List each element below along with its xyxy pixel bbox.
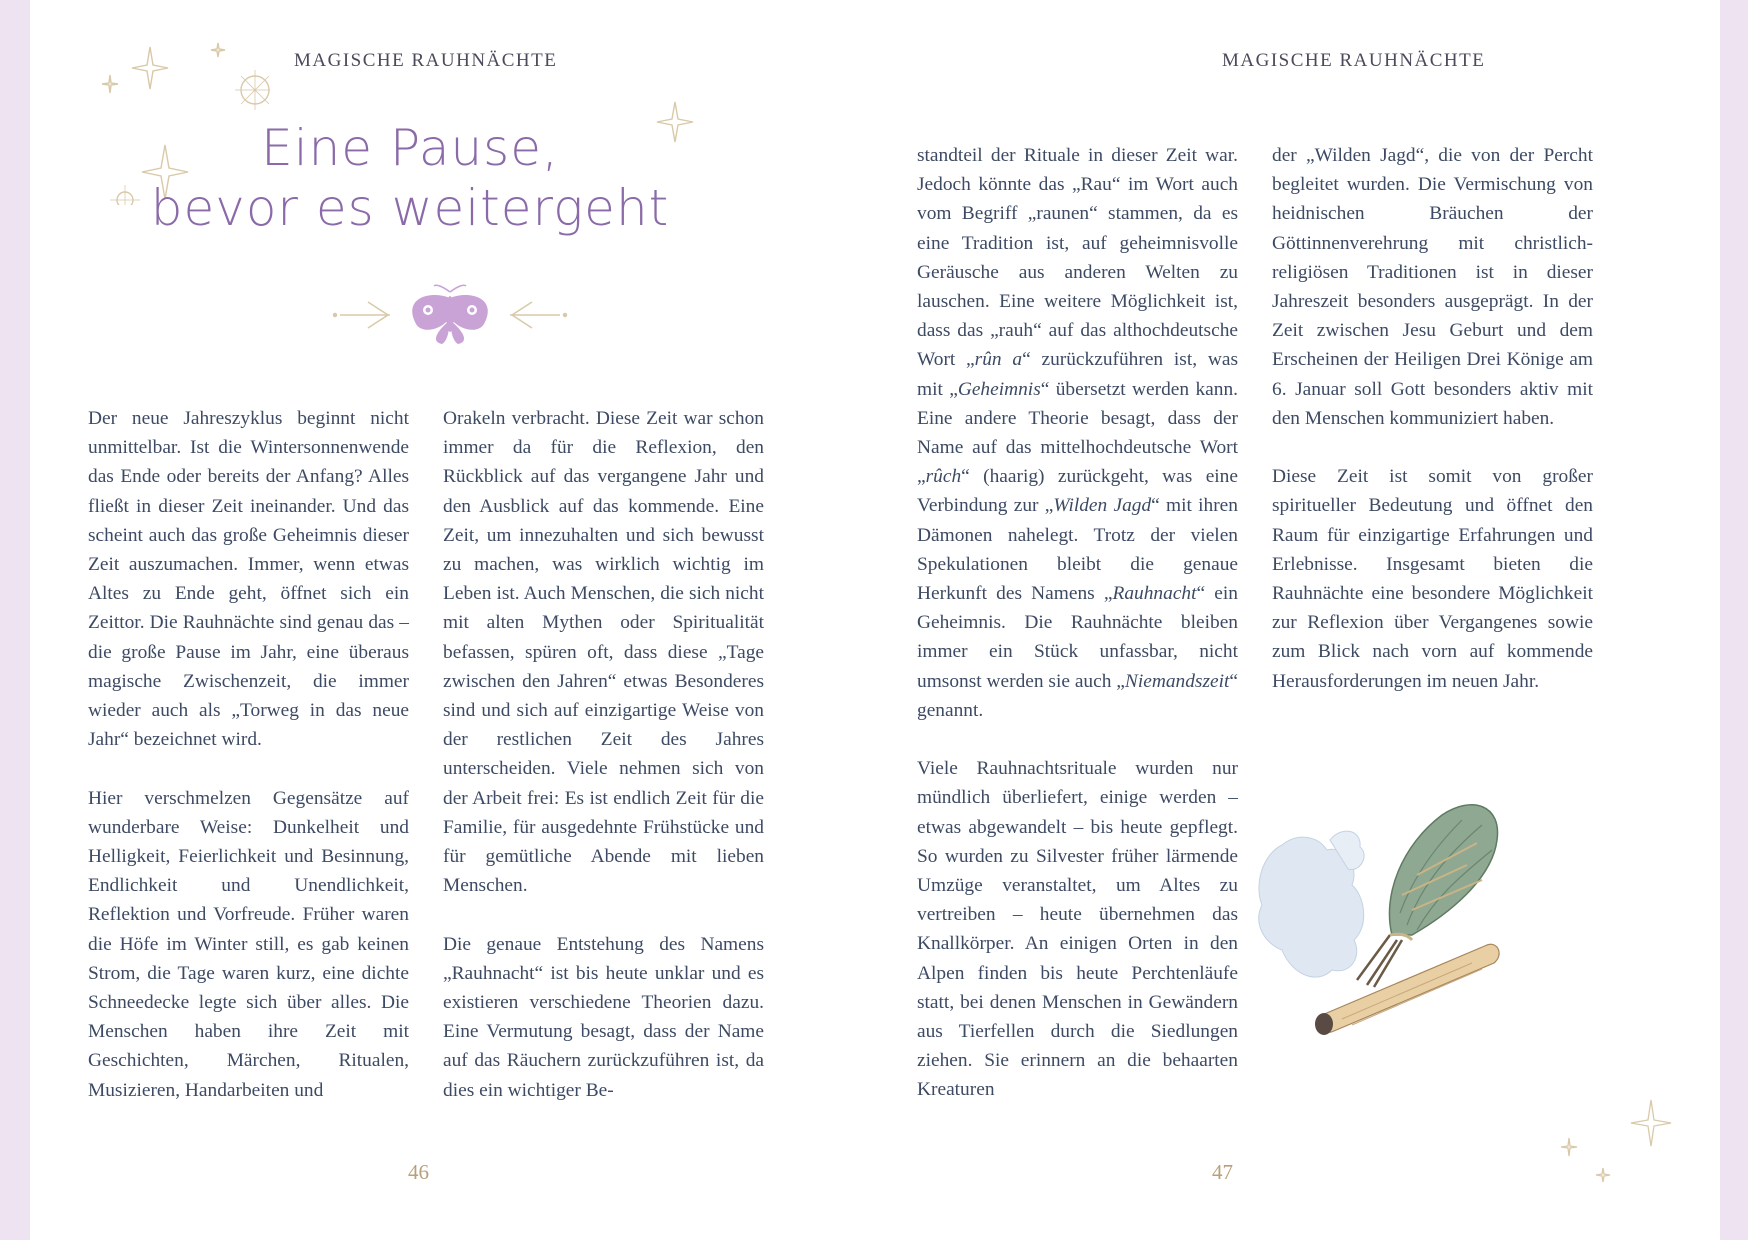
- title-line: Eine Pause,: [261, 119, 559, 177]
- paragraph: Viele Rauhnachtsrituale wurden nur mündlich überliefert, einige werden – etwas abgewandelt – bis heute gepflegt. So wurden zu Silvester früher lärmende Umzüge veranstaltet, um Altes zu vertreiben – heute übernehmen das Knallkörper. An einigen Orten in den Alpen finden bis heute Perchtenläufe statt, bei denen Menschen in Gewändern aus Tierfellen durch die Siedlungen ziehen. Sie erinnern an die behaarten Kreaturen: [917, 758, 1238, 1101]
- page-number: 47: [1212, 1160, 1233, 1184]
- chapter-title: [130, 118, 690, 238]
- running-head: MAGISCHE RAUHNÄCHTE: [294, 50, 558, 71]
- text-column-1: [88, 404, 409, 1105]
- running-head: MAGISCHE RAUHNÄCHTE: [1222, 50, 1486, 71]
- paragraph: der „Wilden Jagd“, die von der Percht begleitet wurden. Die Vermischung von heidnischen Bräuchen der Göttinnenverehrung mit christlich-religiösen Traditionen ist in dieser Jahreszeit besonders ausgeprägt. In der Zeit zwischen Jesu Geburt und dem Erscheinen der Heiligen Drei Könige am 6. Januar soll Gott besonders aktiv mit den Menschen kommuniziert haben.: [1272, 145, 1593, 429]
- sage-bundle-illustration: [1242, 785, 1532, 1035]
- left-page: [30, 0, 902, 1240]
- moth-ornament: [330, 280, 570, 350]
- paragraph: Die genaue Entstehung des Namens „Rauhnacht“ ist bis heute unklar und es existieren verschiedene Theorien dazu. Eine Vermutung besagt, dass der Name auf das Räuchern zurückzuführen ist, da dies ein wichtiger Be-: [443, 933, 764, 1101]
- right-page: [902, 0, 1720, 1240]
- book-spread: [30, 0, 1720, 1240]
- star-sparkle-icon: [1547, 1090, 1687, 1190]
- paragraph: Der neue Jahreszyklus beginnt nicht unmittelbar. Ist die Wintersonnenwende das Ende oder bereits der Anfang? Alles fließt in dieser Zeit ineinander. Und das scheint auch das große Geheimnis dieser Zeit auszumachen. Immer, wenn etwas Altes zu Ende geht, öffnet sich ein Zeittor. Die Rauhnächte sind genau das – die große Pause im Jahr, eine überaus magische Zwischenzeit, die immer wieder auch als „Torweg in das neue Jahr“ bezeichnet wird.: [88, 408, 409, 751]
- text-column-4: [1272, 141, 1593, 696]
- text-column-2: [443, 404, 764, 1105]
- page-number: 46: [408, 1160, 429, 1184]
- title-line: bevor es weitergeht: [150, 179, 670, 237]
- paragraph: Orakeln verbracht. Diese Zeit war schon immer da für die Reflexion, den Rückblick auf das vergangene Jahr und den Ausblick auf das kommende. Eine Zeit, um innezuhalten und sich bewusst zu machen, was wirklich wichtig im Leben ist. Auch Menschen, die sich nicht mit alten Mythen oder Spiritualität befassen, spüren oft, dass diese „Tage zwischen den Jahren“ etwas Besonderes sind und sich auf einzigartige Weise von der restlichen Zeit des Jahres unterscheiden. Viele nehmen sich von der Arbeit frei: Es ist endlich Zeit für die Familie, für ausgedehnte Frühstücke und für gemütliche Abende mit lieben Menschen.: [443, 408, 764, 897]
- moth-icon: [412, 285, 488, 344]
- paragraph: standteil der Rituale in dieser Zeit war. Jedoch könnte das „Rau“ im Wort auch vom Begriff „raunen“ stammen, da es eine Tradition ist, auf geheimnisvolle Geräusche aus anderen Welten zu lauschen. Eine weitere Möglichkeit ist, dass das „rauh“ auf das althochdeutsche Wort „rûn a“ zurückzuführen ist, was mit „Geheimnis“ übersetzt werden kann. Eine andere Theorie besagt, dass der Name auf das mittelhochdeutsche Wort „rûch“ (haarig) zurückgeht, was eine Verbindung zur „Wilden Jagd“ mit ihren Dämonen nahelegt. Trotz der vielen Spekulationen bleibt die genaue Herkunft des Namens „Rauhnacht“ ein Geheimnis. Die Rauhnächte bleiben immer ein Stück unfassbar, nicht umsonst werden sie auch „Niemandszeit“ genannt.: [917, 145, 1238, 721]
- paragraph: Diese Zeit ist somit von großer spiritueller Bedeutung und öffnet den Raum für einzigartige Erfahrungen und Erlebnisse. Insgesamt bieten die Rauhnächte eine besondere Möglichkeit zur Reflexion über Vergangenes sowie zum Blick nach vorn auf kommende Herausforderungen im neuen Jahr.: [1272, 466, 1593, 692]
- paragraph: Hier verschmelzen Gegensätze auf wunderbare Weise: Dunkelheit und Helligkeit, Feierlichkeit und Besinnung, Endlichkeit und Unendlichkeit, Reflektion und Vorfreude. Früher waren die Höfe im Winter still, es gab keinen Strom, die Tage waren kurz, eine dichte Schneedecke legte sich über alles. Die Menschen haben ihre Zeit mit Geschichten, Märchen, Ritualen, Musizieren, Handarbeiten und: [88, 787, 409, 1101]
- text-column-3: [917, 141, 1238, 1105]
